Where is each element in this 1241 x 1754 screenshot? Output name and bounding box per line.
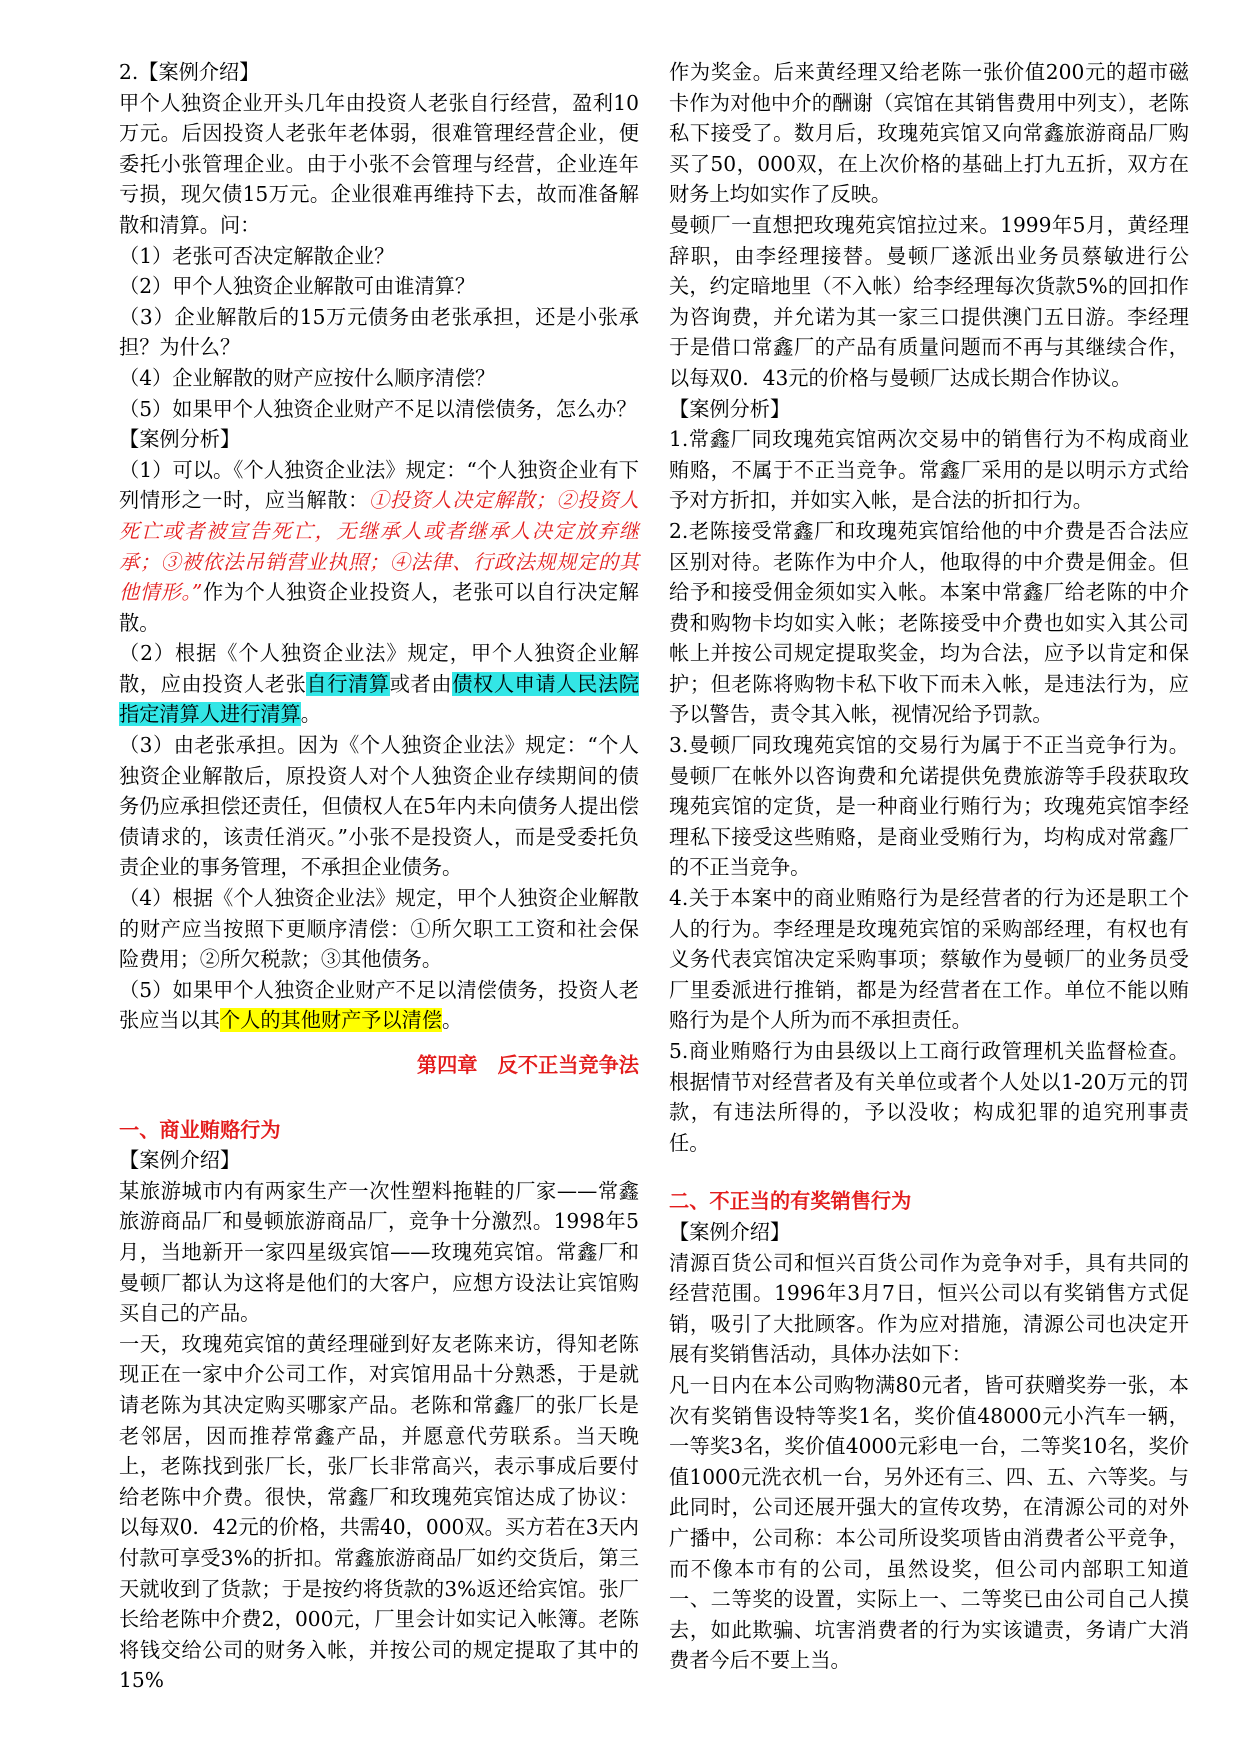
answer-5-text: （5）如果甲个人独资企业财产不足以清偿债务，投资人老张应当以其 xyxy=(119,977,639,1033)
question-5: （5）如果甲个人独资企业财产不足以清偿债务，怎么办？ xyxy=(119,396,637,421)
answer-5 xyxy=(119,975,639,1036)
answer-2-tail: 。 xyxy=(300,702,321,727)
spacer xyxy=(669,1158,1189,1186)
answer-2-text: （2）根据《个人独资企业法》规定，甲个人独资企业解散，应由投资人老张 xyxy=(119,641,639,696)
chapter-title: 第四章 反不正当竞争法 xyxy=(416,1053,639,1077)
answer-5-highlight: 个人的其他财产予以清偿 xyxy=(219,1008,443,1033)
case-paragraph-2-continued: 作为奖金。后来黄经理又给老陈一张价值200元的超市磁卡作为对他中介的酬谢（宾馆在其销售费用中列支），老陈私下接受了。数月后，玫瑰苑宾馆又向常鑫旅游商品厂购买了50，000双，在上次价格的基础上打九五折，双方在财务上均如实作了反映。 xyxy=(669,60,1189,207)
answer-2-highlight-1: 自行清算 xyxy=(306,671,390,696)
right-column xyxy=(669,57,1189,1676)
spacer xyxy=(119,1081,639,1115)
case-heading: 2.【案例介绍】 xyxy=(119,60,260,84)
analysis-heading: 【案例分析】 xyxy=(119,427,241,452)
left-column xyxy=(119,57,639,1696)
case2-paragraph-2: 凡一日内在本公司购物满80元者，皆可获赠奖券一张，本次有奖销售设特等奖1名，奖价值48000元小汽车一辆，一等奖3名，奖价值4000元彩电一台，二等奖10名，奖价值1000元洗衣机一台，另外还有三、四、五、六等奖。与此同时，公司还展开强大的宣传攻势，在清源公司的对外广播中，公司称：本公司所设奖项皆由消费者公平竞争，而不像本市有的公司，虽然设奖，但公司内部职工知道一、二等奖的设置，实际上一、二等奖已由公司自己人摸去，如此欺骗、坑害消费者的行为实该谴责，务请广大消费者今后不要上当。 xyxy=(669,1372,1189,1673)
analysis-heading-2: 【案例分析】 xyxy=(669,396,791,421)
case-paragraph-3: 曼顿厂一直想把玫瑰苑宾馆拉过来。1999年5月，黄经理辞职，由李经理接替。曼顿厂遂派出业务员蔡敏进行公关，约定暗地里（不入帐）给李经理每次货款5%的回扣作为咨询费，并允诺为其一家三口提供澳门五日游。李经理于是借口常鑫厂的产品有质量问题而不再与其继续合作，以每双0．43元的价格与曼顿厂达成长期合作协议。 xyxy=(669,212,1189,390)
question-2: （2）甲个人独资企业解散可由谁清算？ xyxy=(119,274,476,299)
answer-1-tail: 作为个人独资企业投资人，老张可以自行决定解散。 xyxy=(119,580,639,635)
section-title-2: 二、不正当的有奖销售行为 xyxy=(669,1189,912,1214)
question-4: （4）企业解散的财产应按什么顺序清偿？ xyxy=(119,365,496,390)
answer-1-red-quote: ①投资人决定解散；②投资人死亡或者被宣告死亡，无继承人或者继承人决定放弃继承；③被依法吊销营业执照；④法律、行政法规规定的其他情形。” xyxy=(119,488,639,605)
answer-1-text: （1）可以。《个人独资企业法》规定：“个人独资企业有下列情形之一时，应当解散： xyxy=(119,457,639,513)
answer-2-highlight-2: 债权人申请人民法院指定清算人进行清算 xyxy=(119,671,639,727)
analysis-point-2: 2.老陈接受常鑫厂和玫瑰苑宾馆给他的中介费是否合法应区别对待。老陈作为中介人，他取得的中介费是佣金。但给予和接受佣金须如实入帐。本案中常鑫厂给老陈的中介费和购物卡均如实入帐；老陈接受中介费也如实入其公司帐上并按公司规定提取奖金，均为合法，应予以肯定和保护；但老陈将购物卡私下收下而未入帐，是违法行为，应予以警告，责令其入帐，视情况给予罚款。 xyxy=(669,518,1189,727)
answer-1 xyxy=(119,455,639,639)
answer-2 xyxy=(119,638,639,730)
section-title-1: 一、商业贿赂行为 xyxy=(119,1117,281,1142)
question-1: （1）老张可否决定解散企业？ xyxy=(119,243,395,268)
case-intro-heading-2: 【案例介绍】 xyxy=(669,1219,791,1244)
answer-3: （3）由老张承担。因为《个人独资企业法》规定：“个人独资企业解散后，原投资人对个人独资企业存续期间的债务仍应承担偿还责任，但债权人在5年内未向债务人提出偿债请求的，该责任消灭。”小张不是投资人，而是受委托负责企业的事务管理，不承担企业债务。 xyxy=(119,733,639,880)
case-intro-heading: 【案例介绍】 xyxy=(119,1148,241,1173)
analysis-point-1: 1.常鑫厂同玫瑰苑宾馆两次交易中的销售行为不构成商业贿赂，不属于不正当竞争。常鑫厂采用的是以明示方式给予对方折扣，并如实入帐，是合法的折扣行为。 xyxy=(669,427,1189,513)
answer-5-tail: 。 xyxy=(442,1008,463,1033)
analysis-point-3: 3.曼顿厂同玫瑰苑宾馆的交易行为属于不正当竞争行为。曼顿厂在帐外以咨询费和允诺提供免费旅游等手段获取玫瑰苑宾馆的定货，是一种商业行贿行为；玫瑰苑宾馆李经理私下接受这些贿赂，是商业受贿行为，均构成对常鑫厂的不正当竞争。 xyxy=(669,733,1189,880)
question-3: （3）企业解散后的15万元债务由老张承担，还是小张承担？为什么？ xyxy=(119,304,639,360)
analysis-point-4: 4.关于本案中的商业贿赂行为是经营者的行为还是职工个人的行为。李经理是玫瑰苑宾馆的采购部经理，有权也有义务代表宾馆决定采购事项；蔡敏作为曼顿厂的业务员受厂里委派进行推销，都是为经营者在工作。单位不能以贿赂行为是个人所为而不承担责任。 xyxy=(669,886,1189,1033)
answer-4: （4）根据《个人独资企业法》规定，甲个人独资企业解散的财产应当按照下更顺序清偿：①所欠职工工资和社会保险费用；②所欠税款；③其他债务。 xyxy=(119,886,639,972)
answer-2-mid: 或者由 xyxy=(389,671,453,696)
case-intro-paragraph: 甲个人独资企业开头几年由投资人老张自行经营，盈利10万元。后因投资人老张年老体弱，很难管理经营企业，便委托小张管理企业。由于小张不会管理与经营，企业连年亏损，现欠债15万元。企业很难再维持下去，故而准备解散和清算。问： xyxy=(119,90,639,237)
analysis-point-5: 5.商业贿赂行为由县级以上工商行政管理机关监督检查。根据情节对经营者及有关单位或者个人处以1-20万元的罚款，有违法所得的，予以没收；构成犯罪的追究刑事责任。 xyxy=(669,1039,1189,1155)
case-paragraph-1: 某旅游城市内有两家生产一次性塑料拖鞋的厂家——常鑫旅游商品厂和曼顿旅游商品厂，竞争十分激烈。1998年5月，当地新开一家四星级宾馆——玫瑰苑宾馆。常鑫厂和曼顿厂都认为这将是他们的大客户，应想方设法让宾馆购买自己的产品。 xyxy=(119,1178,639,1326)
case2-paragraph-1: 清源百货公司和恒兴百货公司作为竞争对手，具有共同的经营范围。1996年3月7日，恒兴公司以有奖销售方式促销，吸引了大批顾客。作为应对措施，清源公司也决定开展有奖销售活动，具体办法如下： xyxy=(669,1250,1189,1367)
case-paragraph-2: 一天，玫瑰苑宾馆的黄经理碰到好友老陈来访，得知老陈现正在一家中介公司工作，对宾馆用品十分熟悉，于是就请老陈为其决定购买哪家产品。老陈和常鑫厂的张厂长是老邻居，因而推荐常鑫产品，并愿意代劳联系。当天晚上，老陈找到张厂长，张厂长非常高兴，表示事成后要付给老陈中介费。很快，常鑫厂和玫瑰苑宾馆达成了协议：以每双0．42元的价格，共需40，000双。买方若在3天内付款可享受3%的折扣。常鑫旅游商品厂如约交货后，第三天就收到了货款；于是按约将货款的3%返还给宾馆。张厂长给老陈中介费2，000元，厂里会计如实记入帐簿。老陈将钱交给公司的财务入帐，并按公司的规定提取了其中的15% xyxy=(119,1331,639,1693)
